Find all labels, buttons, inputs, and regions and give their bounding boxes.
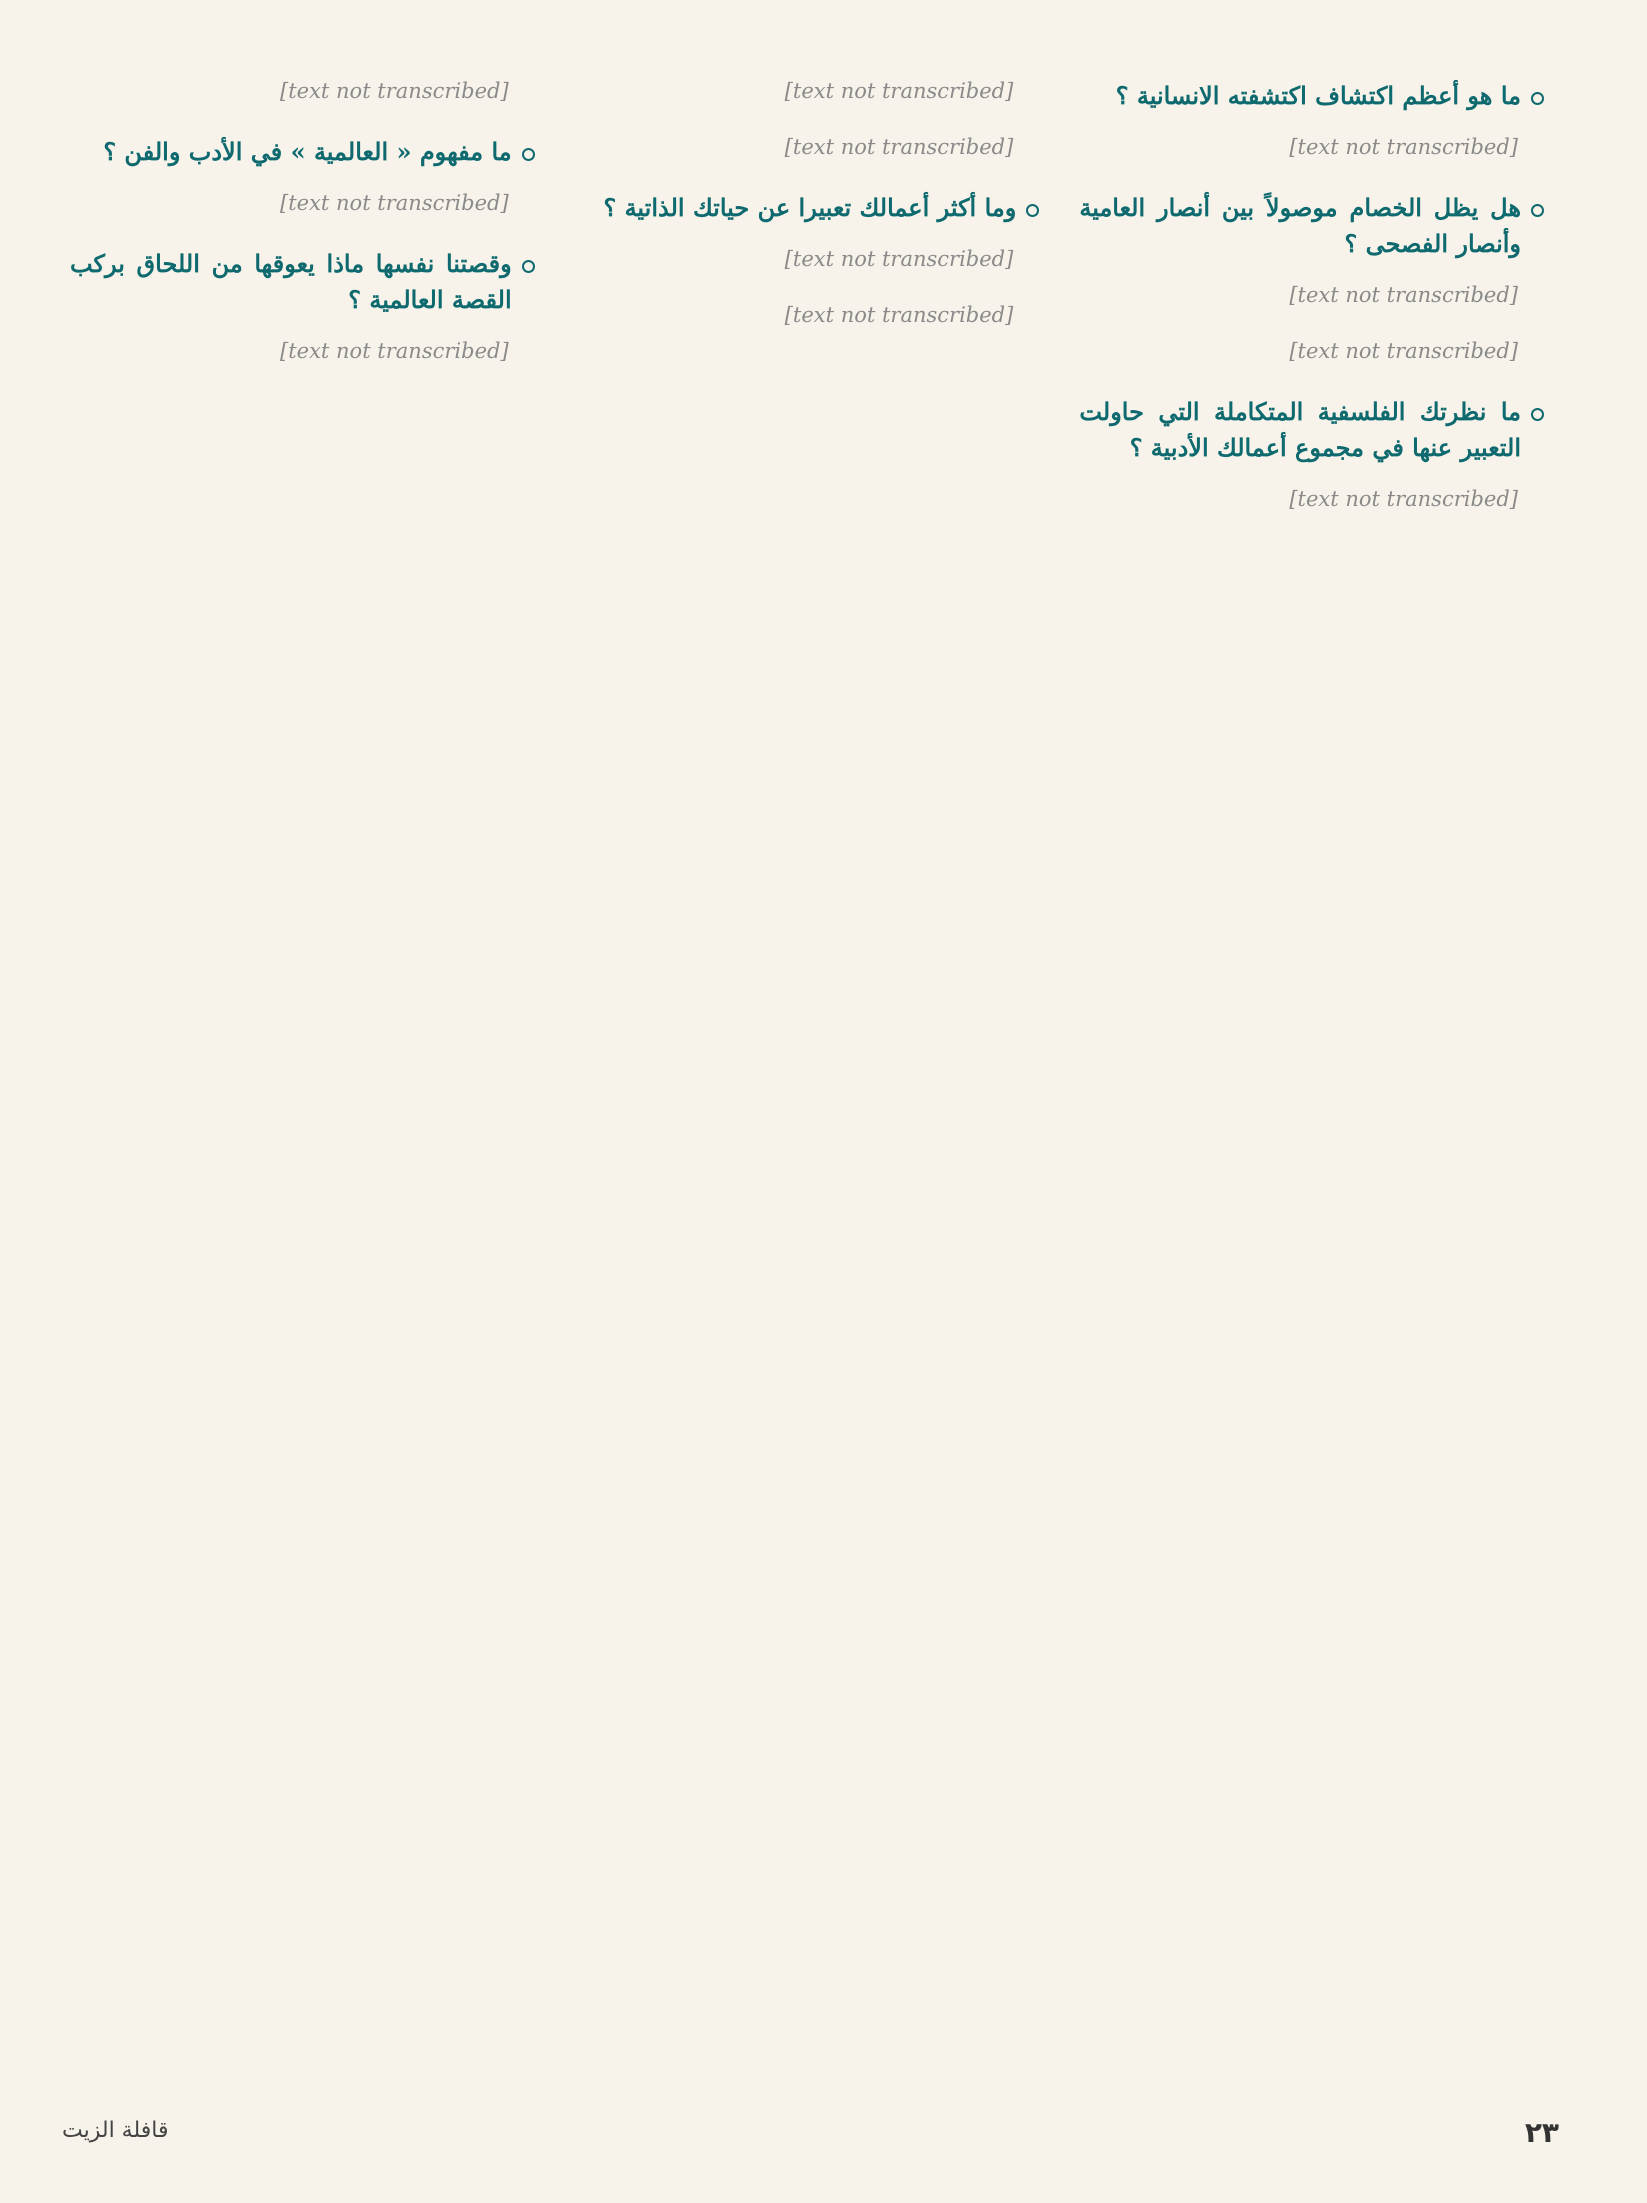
- question-heading: [1079, 394, 1544, 466]
- column-middle: [575, 72, 1040, 2102]
- column-right: [1079, 72, 1544, 2102]
- paragraph: [text not transcribed]: [784, 79, 1014, 103]
- circle-bullet-icon: [522, 260, 535, 273]
- circle-bullet-icon: [1531, 204, 1544, 217]
- paragraph: [text not transcribed]: [280, 79, 509, 103]
- paragraph: [text not transcribed]: [280, 191, 509, 215]
- heading-text: وقصتنا نفسها ماذا يعوقها من اللحاق بركب القصة العالمية ؟: [69, 249, 512, 314]
- article-columns: [70, 72, 1544, 2102]
- paragraph: [text not transcribed]: [1289, 339, 1518, 363]
- heading-text: وما أكثر أعمالك تعبيرا عن حياتك الذاتية ؟: [603, 193, 1017, 222]
- paragraph: [text not transcribed]: [280, 339, 509, 363]
- question-heading: [70, 134, 535, 170]
- paragraph: [text not transcribed]: [1289, 135, 1518, 159]
- heading-text: ما هو أعظم اكتشاف اكتشفته الانسانية ؟: [1115, 81, 1521, 110]
- paragraph: [text not transcribed]: [784, 303, 1014, 327]
- circle-bullet-icon: [1026, 204, 1039, 217]
- question-heading: [1079, 78, 1544, 114]
- question-heading: [575, 190, 1040, 226]
- paragraph: [text not transcribed]: [784, 247, 1014, 271]
- page-number: ٢٣: [1524, 2116, 1559, 2149]
- question-heading: [70, 246, 535, 318]
- circle-bullet-icon: [522, 148, 535, 161]
- column-left: [70, 72, 535, 2102]
- heading-text: ما مفهوم « العالمية » في الأدب والفن ؟: [103, 137, 512, 166]
- heading-text: هل يظل الخصام موصولاً بين أنصار العامية وأنصار الفصحى ؟: [1079, 193, 1521, 258]
- paragraph: [text not transcribed]: [1289, 283, 1518, 307]
- question-heading: [1079, 190, 1544, 262]
- circle-bullet-icon: [1531, 92, 1544, 105]
- circle-bullet-icon: [1531, 408, 1544, 421]
- paragraph: [text not transcribed]: [784, 135, 1014, 159]
- magazine-title: قافلة الزيت: [62, 2118, 169, 2143]
- heading-text: ما نظرتك الفلسفية المتكاملة التي حاولت التعبير عنها في مجموع أعمالك الأدبية ؟: [1079, 397, 1521, 462]
- paragraph: [text not transcribed]: [1289, 487, 1518, 511]
